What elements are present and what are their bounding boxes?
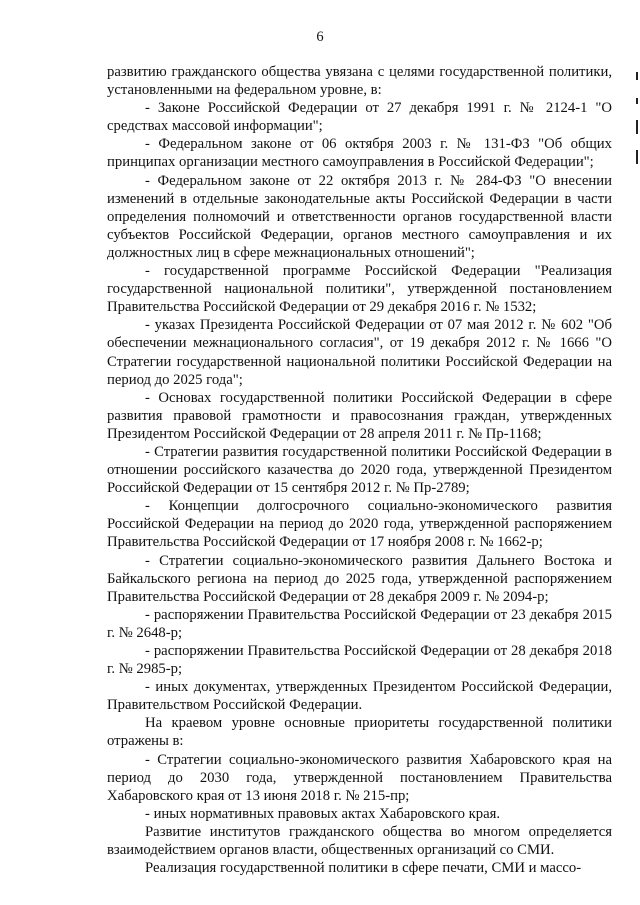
scan-edge-mark [636,150,638,164]
paragraph: Реализация государственной политики в сфере печати, СМИ и массо- [145,860,582,877]
list-item: - Законе Российской Федерации от 27 декабря 1991 г. № 2124-1 "О средствах массовой информации"; [107,100,612,135]
paragraph: На краевом уровне основные приоритеты государственной политики отражены в: [107,715,612,750]
list-item: - Стратегии социально-экономического развития Дальнего Востока и Байкальского региона на период до 2025 года, утвержденной распоряжением Правительства Российской Федерации от 28 декабря 2009 г. № 2094-р; [107,552,612,605]
scan-edge-mark [636,98,638,104]
paragraph: Развитие институтов гражданского общества во многом определяется взаимодействием органов власти, общественных организаций со СМИ. [107,823,612,859]
page-number: 6 [316,29,324,45]
list-item: - Федеральном законе от 22 октября 2013 г. № 284-ФЗ "О внесении изменений в отдельные законодательные акты Российской Федерации в части определения полномочий и ответственности органов государственной власти субъектов Российской Федерации, органов местного самоуправления и их должностных лиц в сфере межнациональных отношений"; [107,172,612,261]
paragraph: развитию гражданского общества увязана с целями государственной политики, установленными на федеральном уровне, в: [107,64,612,99]
list-item: - Стратегии социально-экономического развития Хабаровского края на период до 2030 года, утвержденной постановлением Правительства Хабаровского края от 13 июня 2018 г. № 215-пр; [107,751,612,804]
scan-edge-mark [636,72,638,80]
list-item: - иных документах, утвержденных Президентом Российской Федерации, Правительством Российской Федерации. [107,679,612,714]
document-body [107,63,612,877]
list-item: - распоряжении Правительства Российской Федерации от 28 декабря 2018 г. № 2985-р; [107,643,612,678]
list-item: - иных нормативных правовых актах Хабаровского края. [145,805,501,822]
list-item: - Основах государственной политики Российской Федерации в сфере развития правовой грамотности и правосознания граждан, утвержденных Президентом Российской Федерации от 28 апреля 2011 г. № Пр-1168; [107,389,612,442]
list-item: - Концепции долгосрочного социально-экономического развития Российской Федерации на период до 2020 года, утвержденной распоряжением Правительства Российской Федерации от 17 ноября 2008 г. № 1662-р; [107,498,612,551]
list-item: - Федеральном законе от 06 октября 2003 г. № 131-ФЗ "Об общих принципах организации местного самоуправления в Российской Федерации"; [107,136,612,171]
list-item: - распоряжении Правительства Российской Федерации от 23 декабря 2015 г. № 2648-р; [107,606,612,641]
list-item: - указах Президента Российской Федерации от 07 мая 2012 г. № 602 "Об обеспечении межнационального согласия", от 19 декабря 2012 г. № 1666 "О Стратегии государственной национальной политики Российской Федерации на период до 2025 года"; [107,317,612,388]
scan-edge-mark [636,120,638,134]
list-item: - государственной программе Российской Федерации "Реализация государственной национальной политики", утвержденной постановлением Правительства Российской Федерации от 29 декабря 2016 г. № 1532; [107,263,612,316]
list-item: - Стратегии развития государственной политики Российской Федерации в отношении российского казачества до 2020 года, утвержденной Президентом Российской Федерации от 15 сентября 2012 г. № Пр-2789; [107,443,612,497]
